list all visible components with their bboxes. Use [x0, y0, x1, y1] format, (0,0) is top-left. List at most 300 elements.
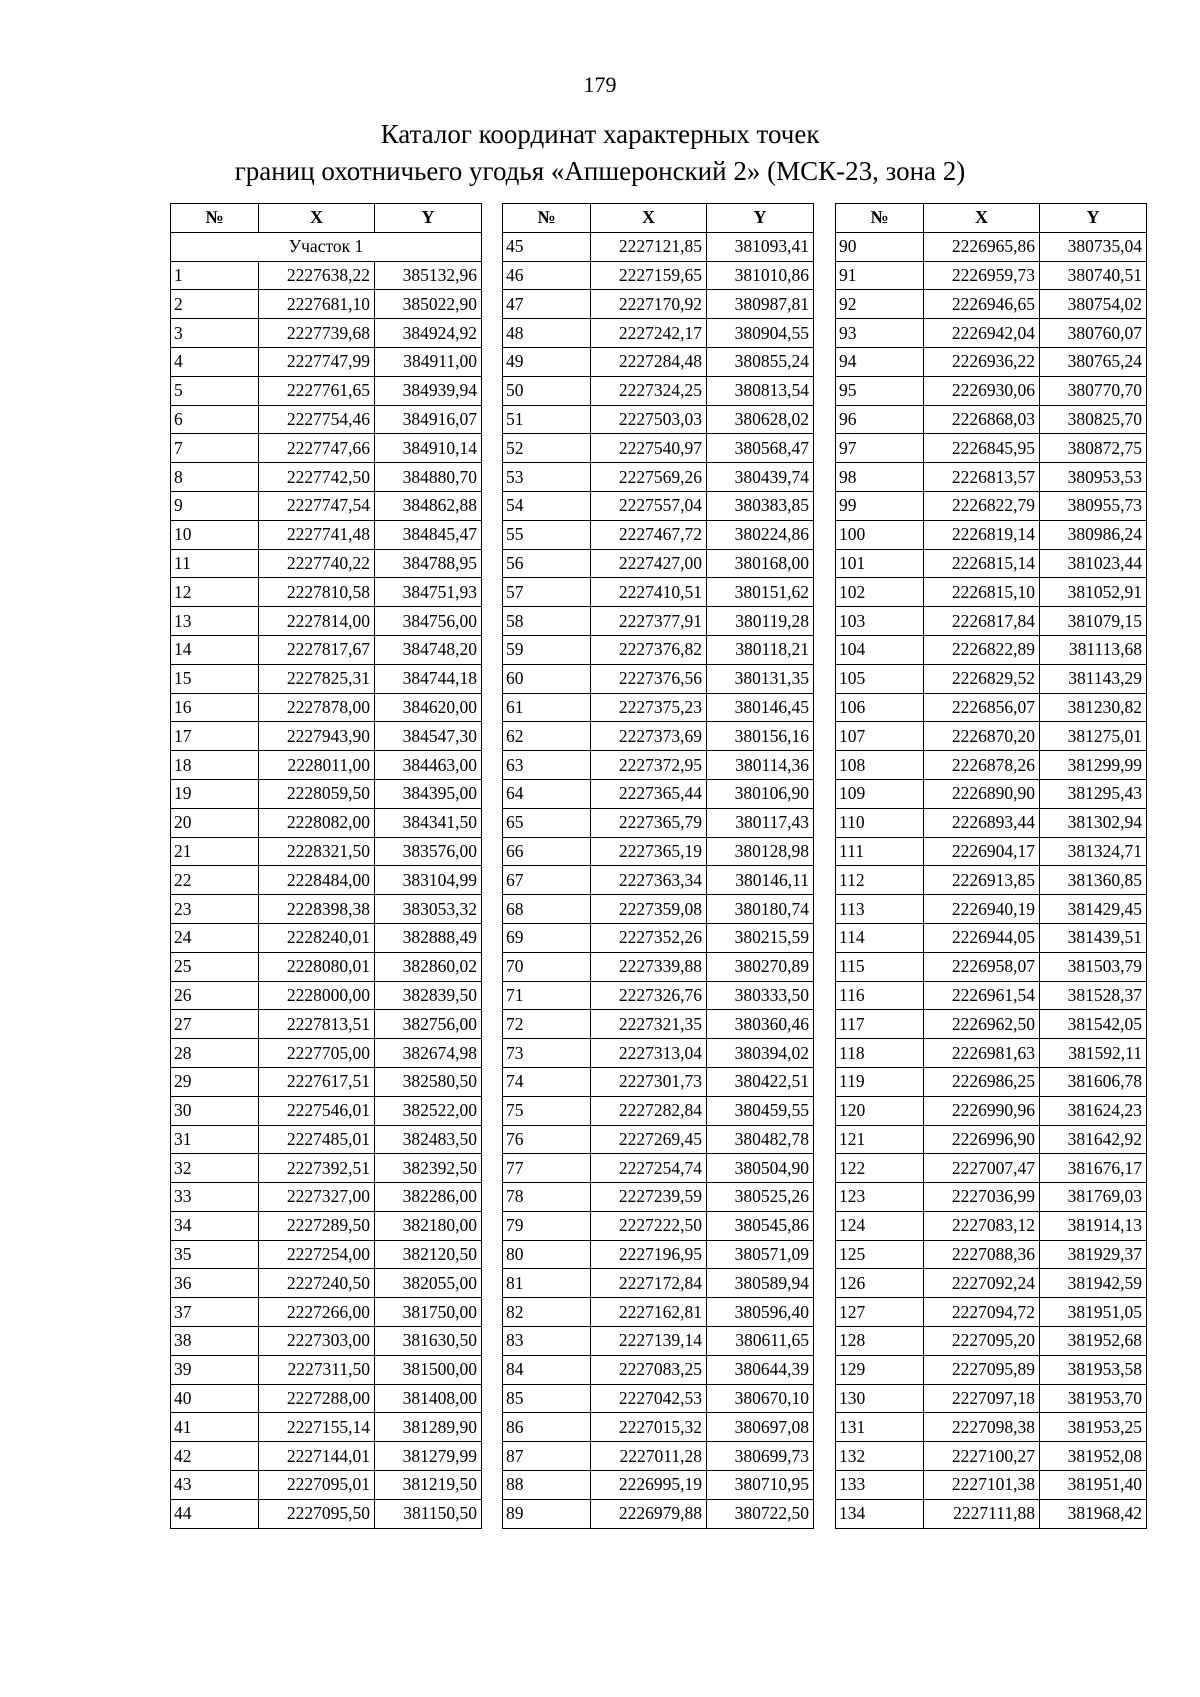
point-number: 133	[836, 1471, 924, 1500]
x-coordinate: 2226819,14	[924, 520, 1040, 549]
y-coordinate: 381500,00	[375, 1355, 482, 1384]
table-row	[503, 837, 814, 866]
point-number: 10	[171, 520, 259, 549]
point-number: 93	[836, 319, 924, 348]
point-number: 4	[171, 347, 259, 376]
point-number: 124	[836, 1211, 924, 1240]
y-coordinate: 380333,50	[707, 981, 814, 1010]
point-number: 31	[171, 1125, 259, 1154]
point-number: 112	[836, 866, 924, 895]
table-row	[503, 261, 814, 290]
y-coordinate: 384341,50	[375, 808, 482, 837]
point-number: 24	[171, 923, 259, 952]
x-coordinate: 2227015,32	[591, 1413, 707, 1442]
x-coordinate: 2226813,57	[924, 463, 1040, 492]
point-number: 34	[171, 1211, 259, 1240]
x-coordinate: 2227943,90	[259, 722, 375, 751]
point-number: 90	[836, 232, 924, 261]
table-row	[836, 1183, 1147, 1212]
x-coordinate: 2226958,07	[924, 952, 1040, 981]
point-number: 77	[503, 1154, 591, 1183]
y-coordinate: 381952,68	[1040, 1327, 1147, 1356]
table-row	[503, 981, 814, 1010]
x-coordinate: 2228011,00	[259, 751, 375, 780]
point-number: 76	[503, 1125, 591, 1154]
x-coordinate: 2227222,50	[591, 1211, 707, 1240]
x-coordinate: 2227196,95	[591, 1240, 707, 1269]
page-title	[0, 116, 1200, 190]
point-number: 32	[171, 1154, 259, 1183]
table-row	[503, 1039, 814, 1068]
y-coordinate: 381929,37	[1040, 1240, 1147, 1269]
table-row	[171, 1010, 482, 1039]
x-coordinate: 2227376,82	[591, 635, 707, 664]
y-coordinate: 381953,25	[1040, 1413, 1147, 1442]
y-coordinate: 380224,86	[707, 520, 814, 549]
table-row	[171, 520, 482, 549]
point-number: 64	[503, 779, 591, 808]
header-x: X	[924, 204, 1040, 233]
x-coordinate: 2227139,14	[591, 1327, 707, 1356]
y-coordinate: 380394,02	[707, 1039, 814, 1068]
point-number: 5	[171, 376, 259, 405]
table-header-row	[503, 204, 814, 233]
y-coordinate: 381219,50	[375, 1471, 482, 1500]
x-coordinate: 2227485,01	[259, 1125, 375, 1154]
x-coordinate: 2227740,22	[259, 549, 375, 578]
point-number: 82	[503, 1298, 591, 1327]
table-row	[503, 1125, 814, 1154]
point-number: 95	[836, 376, 924, 405]
table-row	[503, 923, 814, 952]
point-number: 47	[503, 290, 591, 319]
table-row	[836, 1471, 1147, 1500]
x-coordinate: 2227747,66	[259, 434, 375, 463]
y-coordinate: 380825,70	[1040, 405, 1147, 434]
point-number: 69	[503, 923, 591, 952]
y-coordinate: 380383,85	[707, 491, 814, 520]
table-row	[171, 635, 482, 664]
table-row	[503, 607, 814, 636]
point-number: 81	[503, 1269, 591, 1298]
y-coordinate: 381079,15	[1040, 607, 1147, 636]
x-coordinate: 2227373,69	[591, 722, 707, 751]
x-coordinate: 2226930,06	[924, 376, 1040, 405]
y-coordinate: 380710,95	[707, 1471, 814, 1500]
x-coordinate: 2226995,19	[591, 1471, 707, 1500]
x-coordinate: 2227817,67	[259, 635, 375, 664]
x-coordinate: 2227301,73	[591, 1067, 707, 1096]
table-row	[836, 895, 1147, 924]
point-number: 45	[503, 232, 591, 261]
y-coordinate: 382674,98	[375, 1039, 482, 1068]
table-row	[171, 1183, 482, 1212]
point-number: 94	[836, 347, 924, 376]
y-coordinate: 381429,45	[1040, 895, 1147, 924]
y-coordinate: 382392,50	[375, 1154, 482, 1183]
x-coordinate: 2226944,05	[924, 923, 1040, 952]
table-row	[171, 1269, 482, 1298]
table-row	[171, 290, 482, 319]
y-coordinate: 384862,88	[375, 491, 482, 520]
x-coordinate: 2226815,14	[924, 549, 1040, 578]
y-coordinate: 380740,51	[1040, 261, 1147, 290]
point-number: 41	[171, 1413, 259, 1442]
x-coordinate: 2227638,22	[259, 261, 375, 290]
point-number: 109	[836, 779, 924, 808]
point-number: 125	[836, 1240, 924, 1269]
y-coordinate: 380765,24	[1040, 347, 1147, 376]
table-row	[836, 1125, 1147, 1154]
table-row	[171, 1240, 482, 1269]
table-row	[836, 1240, 1147, 1269]
table-row	[503, 808, 814, 837]
x-coordinate: 2227083,25	[591, 1355, 707, 1384]
y-coordinate: 382522,00	[375, 1096, 482, 1125]
y-coordinate: 380628,02	[707, 405, 814, 434]
table-row	[503, 1096, 814, 1125]
y-coordinate: 380872,75	[1040, 434, 1147, 463]
header-num: №	[503, 204, 591, 233]
point-number: 105	[836, 664, 924, 693]
table-row	[171, 578, 482, 607]
point-number: 46	[503, 261, 591, 290]
x-coordinate: 2227324,25	[591, 376, 707, 405]
point-number: 9	[171, 491, 259, 520]
y-coordinate: 380118,21	[707, 635, 814, 664]
point-number: 113	[836, 895, 924, 924]
table-row	[836, 578, 1147, 607]
point-number: 118	[836, 1039, 924, 1068]
y-coordinate: 382756,00	[375, 1010, 482, 1039]
point-number: 89	[503, 1499, 591, 1528]
table-row	[171, 261, 482, 290]
point-number: 52	[503, 434, 591, 463]
table-row	[503, 1355, 814, 1384]
y-coordinate: 381324,71	[1040, 837, 1147, 866]
point-number: 27	[171, 1010, 259, 1039]
y-coordinate: 381023,44	[1040, 549, 1147, 578]
x-coordinate: 2227042,53	[591, 1384, 707, 1413]
table-row	[503, 1240, 814, 1269]
table-row	[171, 491, 482, 520]
x-coordinate: 2227083,12	[924, 1211, 1040, 1240]
x-coordinate: 2227288,00	[259, 1384, 375, 1413]
x-coordinate: 2228080,01	[259, 952, 375, 981]
table-row	[503, 664, 814, 693]
y-coordinate: 380106,90	[707, 779, 814, 808]
table-row	[503, 491, 814, 520]
table-row	[503, 578, 814, 607]
table-row	[171, 1096, 482, 1125]
y-coordinate: 381295,43	[1040, 779, 1147, 808]
y-coordinate: 381953,58	[1040, 1355, 1147, 1384]
point-number: 100	[836, 520, 924, 549]
y-coordinate: 380215,59	[707, 923, 814, 952]
point-number: 103	[836, 607, 924, 636]
y-coordinate: 385022,90	[375, 290, 482, 319]
table-row	[836, 405, 1147, 434]
x-coordinate: 2227170,92	[591, 290, 707, 319]
y-coordinate: 383053,32	[375, 895, 482, 924]
table-row	[503, 347, 814, 376]
point-number: 7	[171, 434, 259, 463]
point-number: 13	[171, 607, 259, 636]
y-coordinate: 383576,00	[375, 837, 482, 866]
table-row	[503, 1183, 814, 1212]
table-row	[503, 290, 814, 319]
x-coordinate: 2227254,74	[591, 1154, 707, 1183]
x-coordinate: 2226893,44	[924, 808, 1040, 837]
point-number: 115	[836, 952, 924, 981]
x-coordinate: 2227011,28	[591, 1442, 707, 1471]
point-number: 56	[503, 549, 591, 578]
y-coordinate: 380697,08	[707, 1413, 814, 1442]
y-coordinate: 381275,01	[1040, 722, 1147, 751]
x-coordinate: 2226868,03	[924, 405, 1040, 434]
point-number: 25	[171, 952, 259, 981]
x-coordinate: 2226904,17	[924, 837, 1040, 866]
table-row	[836, 347, 1147, 376]
x-coordinate: 2227339,88	[591, 952, 707, 981]
table-row	[503, 722, 814, 751]
y-coordinate: 384748,20	[375, 635, 482, 664]
x-coordinate: 2227540,97	[591, 434, 707, 463]
point-number: 35	[171, 1240, 259, 1269]
x-coordinate: 2227377,91	[591, 607, 707, 636]
table-row	[503, 1327, 814, 1356]
table-row	[836, 290, 1147, 319]
title-line-2: границ охотничьего угодья «Апшеронский 2» (МСК-23, зона 2)	[234, 156, 966, 186]
table-row	[171, 1211, 482, 1240]
y-coordinate: 384751,93	[375, 578, 482, 607]
x-coordinate: 2227878,00	[259, 693, 375, 722]
table-row	[836, 751, 1147, 780]
y-coordinate: 381439,51	[1040, 923, 1147, 952]
table-row	[503, 952, 814, 981]
y-coordinate: 381289,90	[375, 1413, 482, 1442]
y-coordinate: 380525,26	[707, 1183, 814, 1212]
table-row	[503, 319, 814, 348]
point-number: 40	[171, 1384, 259, 1413]
point-number: 55	[503, 520, 591, 549]
y-coordinate: 381279,99	[375, 1442, 482, 1471]
point-number: 92	[836, 290, 924, 319]
x-coordinate: 2227741,48	[259, 520, 375, 549]
table-row	[503, 1010, 814, 1039]
point-number: 54	[503, 491, 591, 520]
point-number: 3	[171, 319, 259, 348]
y-coordinate: 385132,96	[375, 261, 482, 290]
table-row	[171, 1355, 482, 1384]
table-row	[503, 693, 814, 722]
coordinates-table-3	[835, 203, 1147, 1529]
y-coordinate: 380482,78	[707, 1125, 814, 1154]
table-row	[503, 1067, 814, 1096]
x-coordinate: 2227289,50	[259, 1211, 375, 1240]
y-coordinate: 381302,94	[1040, 808, 1147, 837]
x-coordinate: 2227007,47	[924, 1154, 1040, 1183]
table-row	[503, 1154, 814, 1183]
table-row	[836, 1298, 1147, 1327]
x-coordinate: 2226890,90	[924, 779, 1040, 808]
table-row	[836, 607, 1147, 636]
y-coordinate: 380131,35	[707, 664, 814, 693]
point-number: 108	[836, 751, 924, 780]
point-number: 121	[836, 1125, 924, 1154]
point-number: 129	[836, 1355, 924, 1384]
table-row	[836, 1413, 1147, 1442]
table-row	[171, 1413, 482, 1442]
y-coordinate: 380459,55	[707, 1096, 814, 1125]
header-x: X	[591, 204, 707, 233]
point-number: 97	[836, 434, 924, 463]
table-row	[836, 664, 1147, 693]
point-number: 44	[171, 1499, 259, 1528]
point-number: 99	[836, 491, 924, 520]
y-coordinate: 383104,99	[375, 866, 482, 895]
y-coordinate: 380117,43	[707, 808, 814, 837]
x-coordinate: 2226986,25	[924, 1067, 1040, 1096]
x-coordinate: 2227372,95	[591, 751, 707, 780]
table-row	[171, 319, 482, 348]
table-header-row	[171, 204, 482, 233]
point-number: 22	[171, 866, 259, 895]
y-coordinate: 381113,68	[1040, 635, 1147, 664]
point-number: 28	[171, 1039, 259, 1068]
y-coordinate: 380156,16	[707, 722, 814, 751]
table-row	[503, 1471, 814, 1500]
y-coordinate: 380986,24	[1040, 520, 1147, 549]
point-number: 106	[836, 693, 924, 722]
x-coordinate: 2227095,01	[259, 1471, 375, 1500]
y-coordinate: 381951,40	[1040, 1471, 1147, 1500]
table-row	[836, 232, 1147, 261]
x-coordinate: 2228398,38	[259, 895, 375, 924]
y-coordinate: 380545,86	[707, 1211, 814, 1240]
point-number: 111	[836, 837, 924, 866]
point-number: 96	[836, 405, 924, 434]
table-row	[836, 549, 1147, 578]
table-row	[836, 1154, 1147, 1183]
point-number: 63	[503, 751, 591, 780]
table-row	[503, 520, 814, 549]
y-coordinate: 380119,28	[707, 607, 814, 636]
table-row	[836, 1499, 1147, 1528]
x-coordinate: 2227546,01	[259, 1096, 375, 1125]
point-number: 26	[171, 981, 259, 1010]
point-number: 23	[171, 895, 259, 924]
point-number: 123	[836, 1183, 924, 1212]
y-coordinate: 384911,00	[375, 347, 482, 376]
point-number: 61	[503, 693, 591, 722]
y-coordinate: 380128,98	[707, 837, 814, 866]
point-number: 80	[503, 1240, 591, 1269]
x-coordinate: 2226870,20	[924, 722, 1040, 751]
x-coordinate: 2227326,76	[591, 981, 707, 1010]
point-number: 87	[503, 1442, 591, 1471]
x-coordinate: 2227467,72	[591, 520, 707, 549]
table-row	[836, 779, 1147, 808]
point-number: 59	[503, 635, 591, 664]
point-number: 15	[171, 664, 259, 693]
point-number: 116	[836, 981, 924, 1010]
section-label: Участок 1	[171, 232, 482, 261]
x-coordinate: 2227754,46	[259, 405, 375, 434]
point-number: 17	[171, 722, 259, 751]
y-coordinate: 382120,50	[375, 1240, 482, 1269]
point-number: 6	[171, 405, 259, 434]
y-coordinate: 380151,62	[707, 578, 814, 607]
point-number: 50	[503, 376, 591, 405]
x-coordinate: 2226959,73	[924, 261, 1040, 290]
y-coordinate: 380589,94	[707, 1269, 814, 1298]
x-coordinate: 2227159,65	[591, 261, 707, 290]
table-row	[171, 1154, 482, 1183]
table-row	[171, 1125, 482, 1154]
point-number: 88	[503, 1471, 591, 1500]
table-row	[503, 232, 814, 261]
x-coordinate: 2227810,58	[259, 578, 375, 607]
table-row	[836, 1067, 1147, 1096]
y-coordinate: 384620,00	[375, 693, 482, 722]
y-coordinate: 380180,74	[707, 895, 814, 924]
x-coordinate: 2227095,89	[924, 1355, 1040, 1384]
point-number: 43	[171, 1471, 259, 1500]
table-row	[836, 491, 1147, 520]
point-number: 101	[836, 549, 924, 578]
y-coordinate: 382888,49	[375, 923, 482, 952]
table-row	[836, 1096, 1147, 1125]
y-coordinate: 380596,40	[707, 1298, 814, 1327]
x-coordinate: 2227036,99	[924, 1183, 1040, 1212]
table-row	[503, 1413, 814, 1442]
y-coordinate: 381953,70	[1040, 1384, 1147, 1413]
y-coordinate: 380670,10	[707, 1384, 814, 1413]
x-coordinate: 2227266,00	[259, 1298, 375, 1327]
x-coordinate: 2227111,88	[924, 1499, 1040, 1528]
point-number: 119	[836, 1067, 924, 1096]
point-number: 126	[836, 1269, 924, 1298]
table-row	[503, 434, 814, 463]
point-number: 114	[836, 923, 924, 952]
point-number: 8	[171, 463, 259, 492]
coordinates-table-2	[502, 203, 814, 1529]
x-coordinate: 2227162,81	[591, 1298, 707, 1327]
point-number: 38	[171, 1327, 259, 1356]
point-number: 11	[171, 549, 259, 578]
y-coordinate: 380568,47	[707, 434, 814, 463]
y-coordinate: 381503,79	[1040, 952, 1147, 981]
point-number: 65	[503, 808, 591, 837]
y-coordinate: 380270,89	[707, 952, 814, 981]
x-coordinate: 2226878,26	[924, 751, 1040, 780]
x-coordinate: 2227303,00	[259, 1327, 375, 1356]
point-number: 12	[171, 578, 259, 607]
y-coordinate: 384924,92	[375, 319, 482, 348]
table-row	[171, 837, 482, 866]
x-coordinate: 2227747,99	[259, 347, 375, 376]
point-number: 30	[171, 1096, 259, 1125]
point-number: 98	[836, 463, 924, 492]
y-coordinate: 380611,65	[707, 1327, 814, 1356]
point-number: 29	[171, 1067, 259, 1096]
x-coordinate: 2227761,65	[259, 376, 375, 405]
point-number: 130	[836, 1384, 924, 1413]
table-row	[836, 837, 1147, 866]
table-row	[171, 664, 482, 693]
table-row	[503, 1269, 814, 1298]
